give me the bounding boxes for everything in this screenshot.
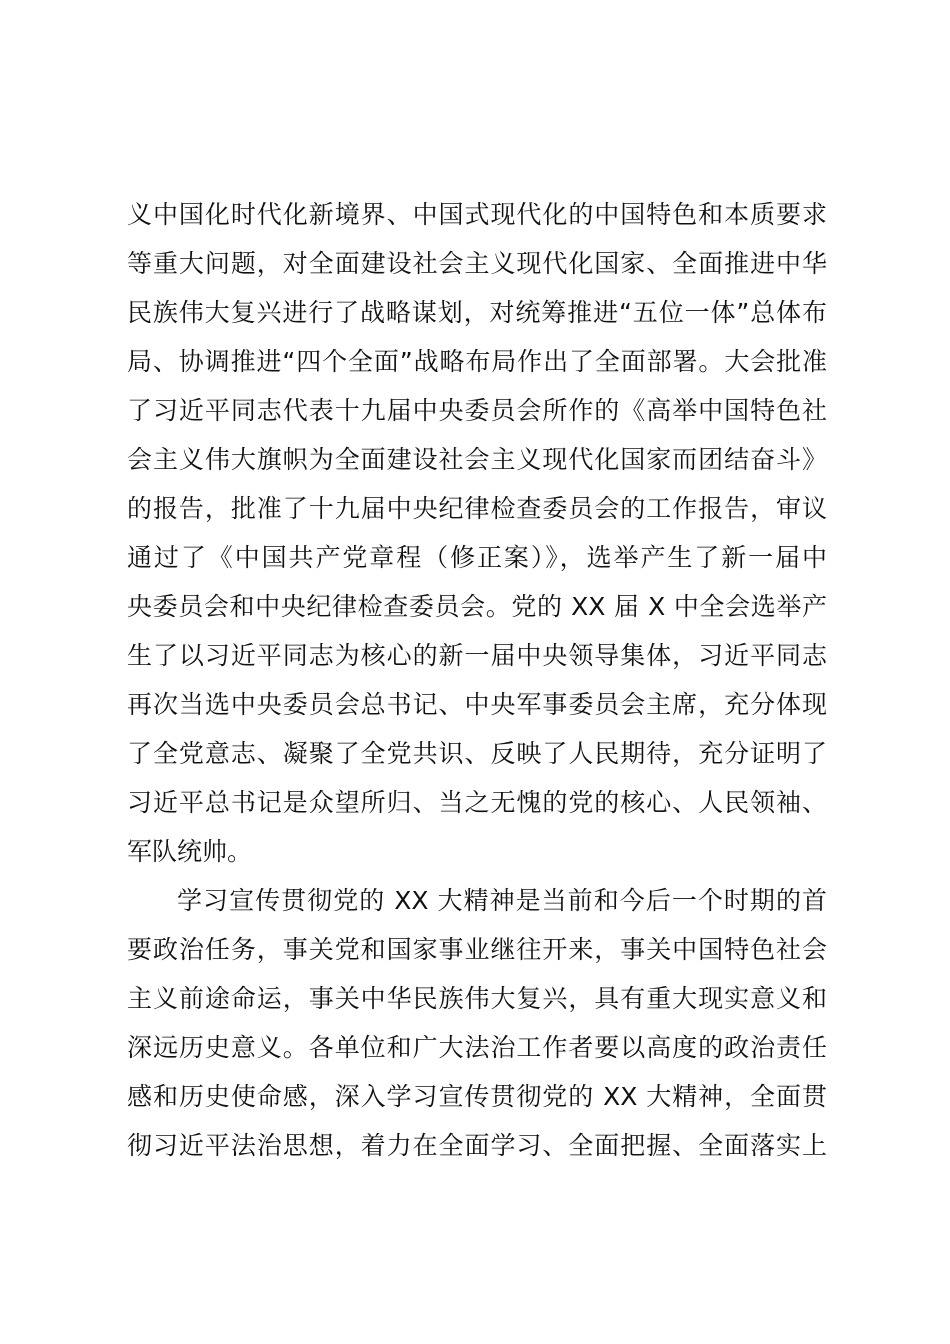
text-line: 了全党意志、凝聚了全党共识、反映了人民期待，充分证明了: [127, 739, 827, 768]
text-line: 习近平总书记是众望所归、当之无愧的党的核心、人民领袖、: [127, 788, 827, 817]
text-line: 再次当选中央委员会总书记、中央军事委员会主席，充分体现: [127, 690, 827, 719]
text-line: 生了以习近平同志为核心的新一届中央领导集体，习近平同志: [127, 641, 827, 670]
text-line: 等重大问题，对全面建设社会主义现代化国家、全面推进中华: [127, 249, 827, 278]
document-body: [127, 190, 827, 1170]
text-line: 要政治任务，事关党和国家事业继往开来，事关中国特色社会: [127, 935, 827, 964]
paragraph-1: [127, 190, 827, 876]
text-line: 军队统帅。: [127, 837, 253, 866]
text-line: 彻习近平法治思想，着力在全面学习、全面把握、全面落实上: [127, 1131, 827, 1160]
text-line: 央委员会和中央纪律检查委员会。党的 XX 届 X 中全会选举产: [127, 592, 827, 621]
text-line: 通过了《中国共产党章程（修正案）》，选举产生了新一届中: [127, 543, 827, 572]
text-line: 学习宣传贯彻党的 XX 大精神是当前和今后一个时期的首: [177, 886, 827, 915]
text-line: 局、协调推进“四个全面”战略布局作出了全面部署。大会批准: [127, 347, 827, 376]
text-line: 感和历史使命感，深入学习宣传贯彻党的 XX 大精神，全面贯: [127, 1082, 827, 1111]
paragraph-2: [127, 876, 827, 1170]
text-line: 了习近平同志代表十九届中央委员会所作的《高举中国特色社: [127, 396, 827, 425]
text-line: 的报告，批准了十九届中央纪律检查委员会的工作报告，审议: [127, 494, 827, 523]
text-line: 义中国化时代化新境界、中国式现代化的中国特色和本质要求: [127, 200, 827, 229]
text-line: 主义前途命运，事关中华民族伟大复兴，具有重大现实意义和: [127, 984, 827, 1013]
text-line: 会主义伟大旗帜为全面建设社会主义现代化国家而团结奋斗》: [127, 445, 827, 474]
text-line: 民族伟大复兴进行了战略谋划，对统筹推进“五位一体”总体布: [127, 298, 827, 327]
text-line: 深远历史意义。各单位和广大法治工作者要以高度的政治责任: [127, 1033, 827, 1062]
